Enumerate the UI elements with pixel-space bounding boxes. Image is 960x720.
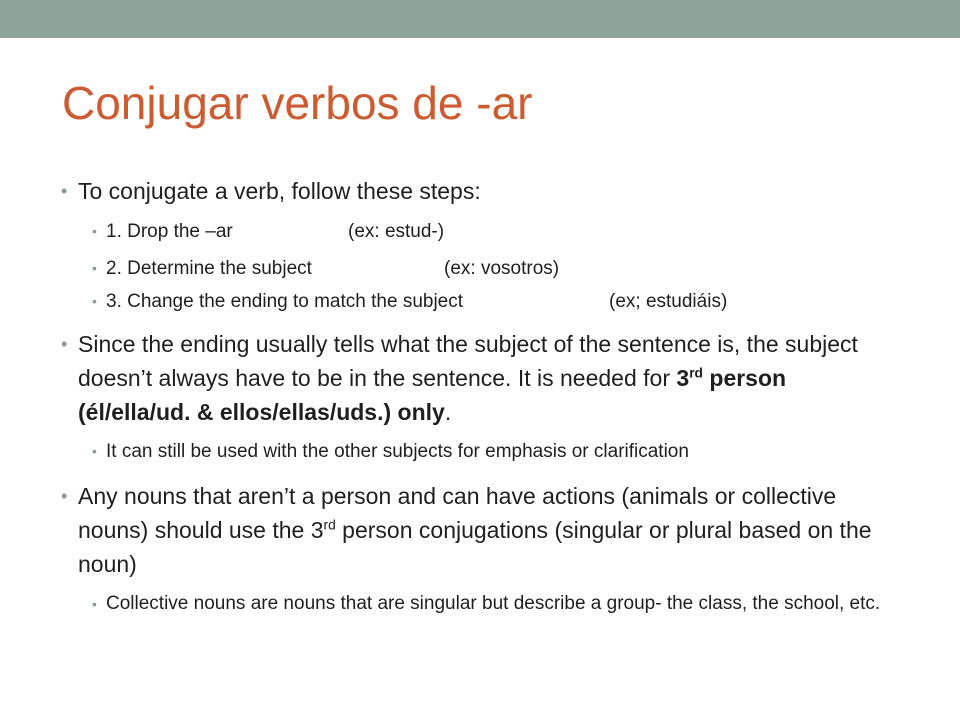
bullet-collective-nouns bbox=[61, 479, 890, 581]
top-accent-bar bbox=[0, 0, 960, 38]
period: . bbox=[444, 399, 452, 425]
slide-title: Conjugar verbos de -ar bbox=[62, 77, 533, 129]
step-item bbox=[92, 288, 890, 315]
bullet-text-cont: person conjugations (singular or plural based on the noun) bbox=[78, 517, 872, 577]
step-item bbox=[92, 255, 890, 282]
sub-bullet-collective bbox=[92, 590, 890, 618]
step-label: 1. Drop the –ar bbox=[106, 221, 233, 242]
bullet-dot-icon: • bbox=[92, 443, 97, 459]
bullet-ending-subject bbox=[61, 327, 890, 429]
ordinal-suffix: rd bbox=[689, 365, 703, 381]
ordinal-number: 3 bbox=[676, 365, 690, 391]
step-example: (ex: estud-) bbox=[348, 221, 445, 242]
step-example: (ex; estudiáis) bbox=[609, 291, 728, 312]
bullet-dot-icon: • bbox=[92, 596, 97, 612]
bullet-dot-icon: • bbox=[92, 260, 97, 276]
ordinal-suffix: rd bbox=[323, 517, 336, 533]
bullet-dot-icon: • bbox=[92, 223, 97, 239]
sub-bullet-text: Collective nouns are nouns that are singular but describe a group- the class, the school, etc. bbox=[106, 593, 881, 614]
bullet-text: Since the ending usually tells what the subject of the sentence is, the subject doesn’t always have to be in the sentence. It is needed for bbox=[78, 331, 858, 391]
step-item bbox=[92, 218, 890, 245]
step-label: 2. Determine the subject bbox=[106, 258, 312, 279]
step-example: (ex: vosotros) bbox=[444, 258, 560, 279]
bold-text: person (él/ella/ud. & ellos/ellas/uds.) only bbox=[78, 365, 787, 425]
step-label: 3. Change the ending to match the subject bbox=[106, 291, 464, 312]
bullet-dot-icon: • bbox=[61, 181, 68, 201]
sub-bullet-text: It can still be used with the other subjects for emphasis or clarification bbox=[106, 441, 689, 462]
bullet-dot-icon: • bbox=[92, 293, 97, 309]
bullet-steps-intro bbox=[61, 176, 890, 207]
bullet-dot-icon: • bbox=[61, 334, 68, 354]
bullet-text: Any nouns that aren’t a person and can have actions (animals or collective nouns) should use the 3 bbox=[78, 483, 837, 543]
sub-bullet-emphasis bbox=[92, 438, 890, 465]
bullet-dot-icon: • bbox=[61, 486, 68, 506]
bullet-text: To conjugate a verb, follow these steps: bbox=[78, 178, 481, 204]
